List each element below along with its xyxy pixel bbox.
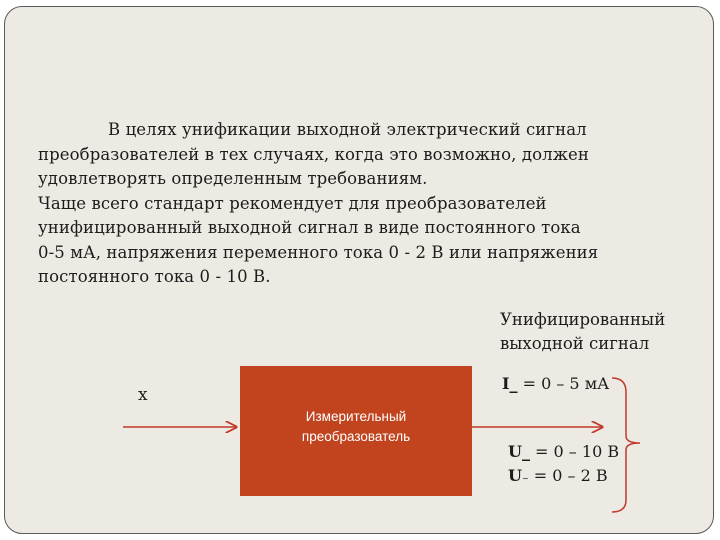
paragraph-line-1: В целях унификации выходной электрический сигнал (108, 120, 587, 139)
dc-voltage-range: = 0 – 10 В (535, 442, 620, 461)
signal-ac-voltage (508, 466, 608, 485)
paragraph-line-4: Чаще всего стандарт рекомендует для преобразователей (38, 193, 547, 213)
block-label-line-1: Измерительный (305, 409, 407, 424)
paragraph-line-5: унифицированный выходной сигнал в виде постоянного тока (38, 218, 581, 237)
input-variable-label: x (138, 385, 148, 405)
paragraph-line-7: постоянного тока 0 - 10 В. (38, 267, 271, 286)
ac-voltage-range: = 0 – 2 В (533, 466, 608, 485)
paragraph-line-3: удовлетворять определенным требованиям. (38, 169, 428, 188)
signal-dc-voltage (508, 442, 619, 461)
output-heading-line-2: выходной сигнал (500, 334, 650, 353)
paragraph-line-6: 0-5 мА, напряжения переменного тока 0 - 2 В или напряжения (38, 242, 599, 262)
output-heading-line-1: Унифицированный (500, 310, 666, 329)
signal-current (502, 374, 609, 393)
dc-mark: _ (509, 374, 518, 393)
block-label-line-2: преобразователь (301, 429, 411, 444)
dc-voltage-symbol: U (508, 442, 522, 461)
dc-mark: _ (521, 442, 530, 461)
ac-voltage-symbol: U (508, 466, 522, 485)
current-symbol: I (502, 374, 510, 393)
paragraph-line-2: преобразователей в тех случаях, когда это возможно, должен (38, 144, 589, 164)
current-range: = 0 – 5 мА (522, 374, 610, 393)
ac-mark: ~ (521, 474, 529, 483)
